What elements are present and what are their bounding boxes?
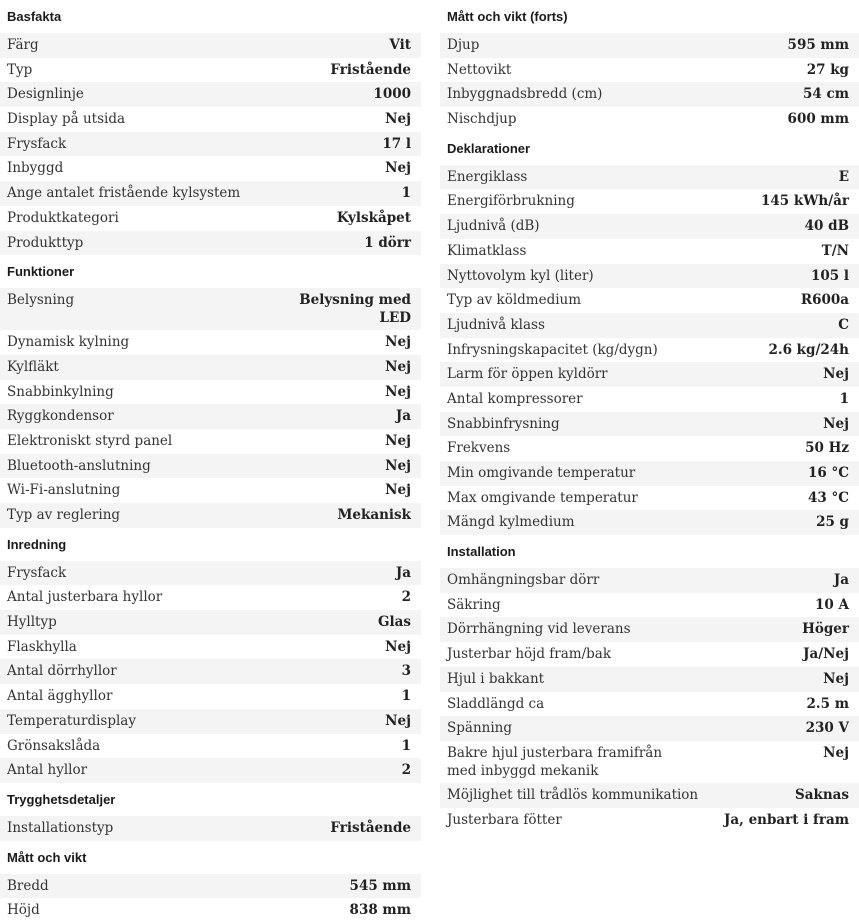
spec-row <box>440 617 859 642</box>
spec-row <box>440 264 859 289</box>
spec-row <box>440 189 859 214</box>
spec-value: Belysning med LED <box>299 292 411 327</box>
spec-row <box>0 58 421 83</box>
spec-column-left <box>0 0 421 923</box>
spec-label: Hjul i bakkant <box>447 670 545 687</box>
spec-value: 3 <box>401 663 411 680</box>
spec-label: Sladdlängd ca <box>447 695 545 712</box>
spec-label: Dörrhängning vid leverans <box>447 621 631 638</box>
spec-label: Möjlighet till trådlös kommunikation <box>447 786 699 803</box>
spec-label: Installationstyp <box>7 819 114 836</box>
spec-label: Typ av reglering <box>7 507 121 523</box>
spec-table-funktioner <box>0 288 421 528</box>
spec-value: Nej <box>385 432 411 449</box>
section-title-funktioner: Funktioner <box>7 264 75 280</box>
spec-row <box>440 165 859 190</box>
spec-value: Nej <box>385 712 411 729</box>
spec-label: Antal hyllor <box>7 762 88 779</box>
spec-label: Kylfläkt <box>7 358 59 375</box>
spec-row <box>0 181 421 206</box>
spec-row <box>0 684 421 709</box>
spec-value: Fristående <box>330 819 411 836</box>
spec-row <box>0 709 421 734</box>
spec-value: Saknas <box>794 786 849 803</box>
spec-label: Nischdjup <box>447 111 517 128</box>
spec-label: Spänning <box>447 720 512 737</box>
spec-row <box>440 313 859 338</box>
spec-value: 50 Hz <box>805 440 849 457</box>
spec-value: 1 <box>401 737 411 754</box>
spec-row <box>0 288 421 330</box>
spec-label: Snabbinkylning <box>7 383 114 400</box>
spec-value: Ja <box>833 572 849 589</box>
spec-label: Ange antalet fristående kylsystem <box>7 185 241 202</box>
spec-label: Antal justerbara hyllor <box>7 589 163 606</box>
spec-row <box>0 874 421 899</box>
spec-value: 545 mm <box>349 877 411 894</box>
spec-value: 1 <box>401 688 411 705</box>
spec-row <box>440 33 859 58</box>
spec-value: 595 mm <box>787 37 849 53</box>
section-title-basfakta: Basfakta <box>7 9 62 24</box>
section-title-inredning: Inredning <box>7 536 67 552</box>
spec-row <box>0 659 421 684</box>
spec-value: Nej <box>823 744 849 761</box>
spec-label: Snabbinfrysning <box>447 415 560 432</box>
spec-row <box>440 461 859 486</box>
spec-row <box>0 206 421 231</box>
spec-table-installation <box>440 568 859 832</box>
spec-label: Justerbar höjd fram/bak <box>447 646 611 663</box>
spec-row <box>440 288 859 313</box>
spec-label: Infrysningskapacitet (kg/dygn) <box>447 341 658 358</box>
spec-label: Grönsakslåda <box>7 737 101 754</box>
spec-label: Bredd <box>7 877 49 894</box>
spec-label: Färg <box>7 37 39 53</box>
spec-value: 10 A <box>815 596 849 613</box>
spec-label: Frysfack <box>7 564 67 581</box>
spec-label: Wi-Fi-anslutning <box>7 482 121 499</box>
spec-row <box>0 478 421 503</box>
spec-label: Hylltyp <box>7 614 57 631</box>
spec-row <box>440 58 859 83</box>
spec-label: Antal ägghyllor <box>7 688 113 705</box>
spec-row <box>0 355 421 380</box>
spec-value: 230 V <box>805 720 849 737</box>
spec-label: Djup <box>447 37 480 53</box>
spec-label: Typ <box>7 61 33 78</box>
spec-table-trygghetsdetaljer <box>0 816 421 841</box>
spec-value: Ja/Nej <box>803 646 849 663</box>
spec-value: Nej <box>385 383 411 400</box>
spec-label: Frysfack <box>7 135 67 152</box>
spec-label: Elektroniskt styrd panel <box>7 432 173 449</box>
spec-label: Nettovikt <box>447 61 512 78</box>
spec-row <box>440 692 859 717</box>
spec-row <box>0 898 421 923</box>
spec-value: Nej <box>385 111 411 128</box>
spec-table-inredning <box>0 561 421 783</box>
spec-value: Ja <box>395 408 411 425</box>
spec-value: 2.5 m <box>806 695 849 712</box>
spec-label: Inbyggnadsbredd (cm) <box>447 86 603 103</box>
spec-row <box>440 412 859 437</box>
spec-value: 145 kWh/år <box>760 193 849 210</box>
spec-value: 43 °C <box>808 489 849 506</box>
spec-row <box>0 503 421 528</box>
spec-label: Energiklass <box>447 168 528 185</box>
spec-label: Ljudnivå (dB) <box>447 218 540 235</box>
spec-label: Omhängningsbar dörr <box>447 572 600 589</box>
spec-label: Designlinje <box>7 86 84 103</box>
spec-label: Produkttyp <box>7 234 84 251</box>
spec-value: 27 kg <box>806 61 849 78</box>
spec-label: Antal kompressorer <box>447 390 583 407</box>
spec-label: Ljudnivå klass <box>447 316 545 333</box>
spec-value: 54 cm <box>803 86 849 103</box>
spec-row <box>440 568 859 593</box>
spec-value: 2.6 kg/24h <box>768 341 849 358</box>
spec-value: E <box>838 168 849 185</box>
spec-column-right <box>440 0 859 832</box>
spec-row <box>440 338 859 363</box>
spec-row <box>0 82 421 107</box>
spec-row <box>0 816 421 841</box>
spec-row <box>0 561 421 586</box>
spec-value: T/N <box>821 242 849 259</box>
spec-row <box>0 610 421 635</box>
spec-row <box>0 454 421 479</box>
spec-label: Antal dörrhyllor <box>7 663 117 680</box>
spec-row <box>0 132 421 157</box>
spec-table-matt-och-vikt <box>0 874 421 923</box>
spec-label: Temperaturdisplay <box>7 712 136 729</box>
spec-label: Frekvens <box>447 440 511 457</box>
spec-value: 2 <box>401 762 411 779</box>
spec-value: 600 mm <box>787 111 849 128</box>
spec-value: 40 dB <box>804 218 849 235</box>
spec-row <box>440 741 859 783</box>
spec-row <box>0 429 421 454</box>
spec-value: Vit <box>389 37 411 53</box>
spec-value: 838 mm <box>349 902 411 919</box>
spec-label: Ryggkondensor <box>7 408 114 425</box>
spec-value: R600a <box>800 292 849 309</box>
spec-value: Nej <box>385 457 411 474</box>
spec-label: Inbyggd <box>7 160 64 177</box>
spec-row <box>0 330 421 355</box>
spec-row <box>440 214 859 239</box>
spec-label: Energiförbrukning <box>447 193 575 210</box>
spec-value: 105 l <box>810 267 849 284</box>
spec-row <box>440 808 859 833</box>
spec-value: 1 <box>401 185 411 202</box>
spec-value: 1 <box>839 390 849 407</box>
spec-row <box>0 231 421 256</box>
spec-value: 25 g <box>816 514 849 531</box>
spec-value: Ja <box>395 564 411 581</box>
spec-row <box>440 667 859 692</box>
spec-row <box>440 107 859 132</box>
spec-row <box>0 33 421 58</box>
spec-label: Bakre hjul justerbara framifrån med inbyggd mekanik <box>447 744 663 779</box>
spec-row <box>440 436 859 461</box>
spec-row <box>440 642 859 667</box>
spec-value: Nej <box>823 415 849 432</box>
section-title-matt-och-vikt-forts: Mått och vikt (forts) <box>447 9 568 24</box>
spec-row <box>0 380 421 405</box>
spec-value: Höger <box>802 621 849 638</box>
spec-value: Ja, enbart i fram <box>724 811 849 828</box>
section-title-deklarationer: Deklarationer <box>447 140 531 156</box>
spec-value: Fristående <box>330 61 411 78</box>
spec-row <box>440 239 859 264</box>
spec-value: 1 dörr <box>364 234 411 251</box>
spec-label: Belysning <box>7 292 75 309</box>
spec-label: Höjd <box>7 902 40 919</box>
spec-row <box>440 593 859 618</box>
spec-label: Nyttovolym kyl (liter) <box>447 267 594 284</box>
section-title-matt-och-vikt: Mått och vikt <box>7 849 87 865</box>
spec-row <box>440 387 859 412</box>
spec-value: Nej <box>385 334 411 351</box>
spec-value: Mekanisk <box>337 507 411 523</box>
spec-value: Nej <box>385 358 411 375</box>
spec-row <box>440 716 859 741</box>
spec-value: Nej <box>823 366 849 383</box>
spec-table-deklarationer <box>440 165 859 535</box>
section-title-trygghetsdetaljer: Trygghetsdetaljer <box>7 791 116 807</box>
spec-label: Flaskhylla <box>7 638 77 655</box>
spec-row <box>0 156 421 181</box>
spec-row <box>440 510 859 535</box>
spec-row <box>440 82 859 107</box>
spec-label: Display på utsida <box>7 111 126 128</box>
spec-row <box>0 404 421 429</box>
spec-table-basfakta <box>0 33 421 255</box>
spec-row <box>0 107 421 132</box>
spec-label: Produktkategori <box>7 209 119 226</box>
spec-label: Max omgivande temperatur <box>447 489 638 506</box>
spec-row <box>0 635 421 660</box>
spec-label: Bluetooth-anslutning <box>7 457 151 474</box>
spec-value: 1000 <box>373 86 411 103</box>
spec-label: Justerbara fötter <box>447 811 562 828</box>
spec-label: Mängd kylmedium <box>447 514 575 531</box>
spec-value: 2 <box>401 589 411 606</box>
section-title-installation: Installation <box>447 544 516 560</box>
spec-label: Typ av köldmedium <box>447 292 582 309</box>
spec-label: Dynamisk kylning <box>7 334 130 351</box>
spec-row <box>0 585 421 610</box>
spec-value: Kylskåpet <box>336 209 411 226</box>
spec-label: Säkring <box>447 596 501 613</box>
spec-row <box>0 734 421 759</box>
spec-row <box>0 758 421 783</box>
spec-value: Nej <box>823 670 849 687</box>
spec-row <box>440 362 859 387</box>
spec-value: Nej <box>385 160 411 177</box>
spec-label: Larm för öppen kyldörr <box>447 366 608 383</box>
spec-row <box>440 783 859 808</box>
spec-value: C <box>838 316 849 333</box>
spec-value: 17 l <box>382 135 411 152</box>
spec-value: Glas <box>377 614 411 631</box>
spec-label: Klimatklass <box>447 242 527 259</box>
spec-value: 16 °C <box>808 465 849 481</box>
spec-value: Nej <box>385 638 411 655</box>
spec-value: Nej <box>385 482 411 499</box>
spec-table-matt-och-vikt-forts <box>440 33 859 132</box>
spec-row <box>440 486 859 511</box>
spec-label: Min omgivande temperatur <box>447 465 636 481</box>
